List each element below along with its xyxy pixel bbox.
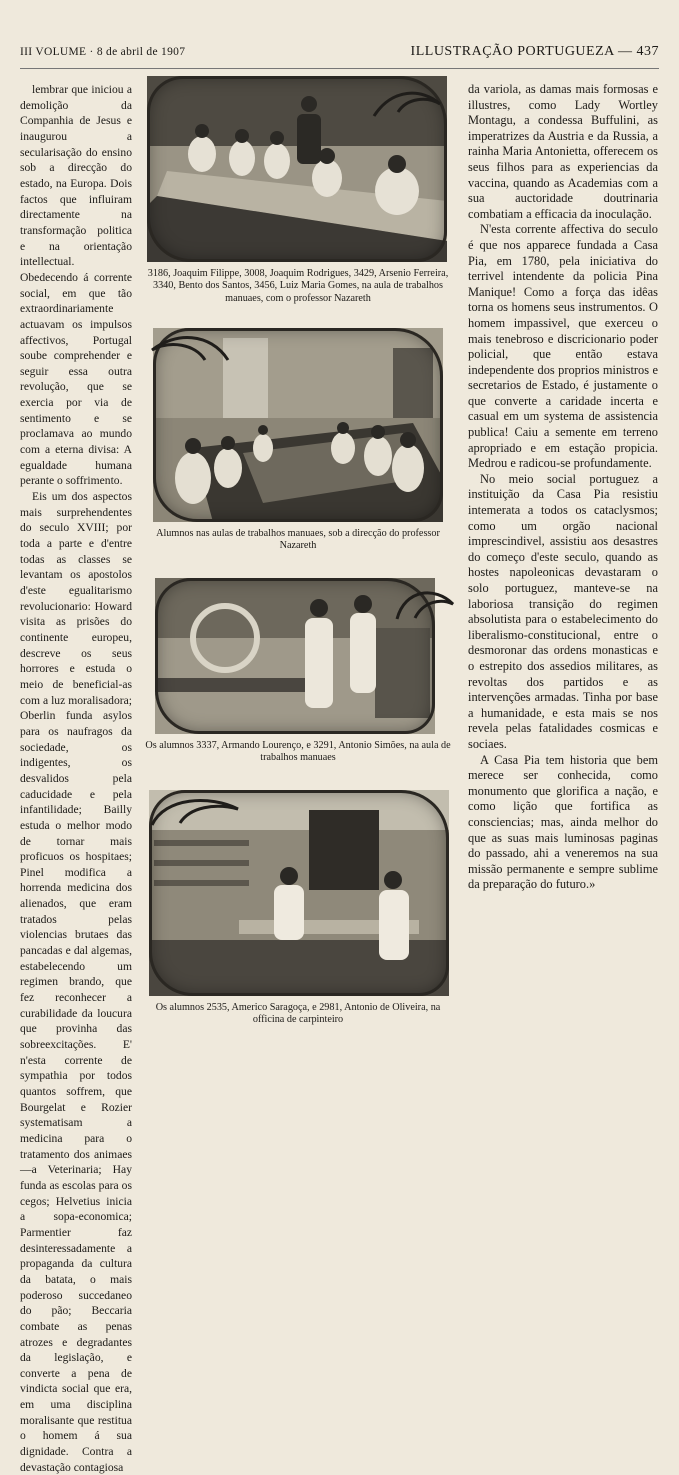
figure-two-students xyxy=(143,578,453,765)
paragraph: No meio social portuguez a instituição da Casa Pia resistiu intemerata a todos os cataclysmos; como um orgão nacional imprescindivel, assistiu aos desastres do começo d'este seculo, quando as hostes napoleonicas devastaram o solo portuguez, manteve-se na laboriosa transição do regimen absolutista para o estabelecimento do liberalismo-constitucional, entre o desmoronar das ordens monasticas e o estrepito dos assedios militares, as revoltas dos partidos e as intervenções armadas. Tinha por base a humanidade, e esta mais se nos revela pelas fatalidades cosmicas e sociaes. xyxy=(468,471,658,751)
page-header xyxy=(20,44,659,64)
figure-workshop-hall xyxy=(143,328,453,553)
paragraph: da variola, as damas mais formosas e illustres, como Lady Wortley Montagu, a condessa Buffulini, as imperatrizes da Austria e da Russia, a rainha Maria Antonietta, offerecem os seus filhos para as experiencias da vaccina, quando as Academias com a sua auctoridade doutrinaria combatiam a efficacia da inoculação. xyxy=(468,82,658,221)
header-rule xyxy=(20,68,659,69)
figure-caption: 3186, Joaquim Filippe, 3008, Joaquim Rodrigues, 3429, Arsenio Ferreira, 3340, Bento dos Santos, 3456, Luiz Maria Gomes, na aula de trabalhos manuaes, com o professor Nazareth xyxy=(147,268,449,304)
paragraph: Eis um dos aspectos mais surprehendentes do seculo XVIII; por toda a parte e d'entre todas as classes se levantam os apostolos d'este egualitarismo revolucionario: Howard visita as prisões do continente europeu, descreve os seus horrores e estuda o meio de beneficial-as com a luz moralisadora; Oberlin funda asylos para os naufragos da sociedade, os indigentes, os desvalidos pela caducidade e pela infantilidade; Bailly estuda o melhor modo de tornar mais proficuos os hospitaes; Pinel modifica a horrenda medicina dos alienados, que eram tratados pelas violencias brutaes das pancadas e dal algemas, estabelecendo um regimen brando, que fez reconhecer a curabilidade da loucura que provinha das sobreexcitações. E' n'esta corrente de sympathia por todos quantos soffrem, que Bourgelat e Rozier systematisam a medicina para o tratamento dos animaes—a Veterinaria; Hay funda as escolas para os cegos; Helvetius inicia a sopa-economica; Parmentier faz desinteressadamente a propaganda da cultura da batata, o mais poderoso succedaneo do pão; Beccaria combate as penas atrozes e degradantes da legislação, e converte a pena de vindicta social que era, em uma disciplina moralisante que restitua o homem á sua dignidade. Contra a devastação contagiosa xyxy=(20,490,132,1474)
header-title-page-number: ILLUSTRAÇÃO PORTUGUEZA — 437 xyxy=(410,44,659,59)
photo-workshop-hall xyxy=(153,328,443,522)
figure-classroom-table xyxy=(143,76,453,305)
photo-classroom-table xyxy=(147,76,447,262)
paragraph: lembrar que iniciou a demolição da Companhia de Jesus e inaugurou a secularisação do ensino sob a direcção do estado, na Europa. Dois factos que influiram directamente na transformação politica e na orientação intellectual. Obedecendo á corrente social, em que tão extraordinariamente actuavam os impulsos affectivos, Portugal soube comprehender e seguir essa outra revolução, que se exercia por via de sentimento e se proclamava ao mundo com a eterna divisa: A egualdade humana perante o soffrimento. xyxy=(20,83,132,488)
left-text-column xyxy=(20,82,132,1474)
figure-carpentry xyxy=(143,790,453,1027)
figure-caption: Alumnos nas aulas de trabalhos manuaes, sob a direcção do professor Nazareth xyxy=(156,528,440,552)
figure-caption: Os alumnos 3337, Armando Lourenço, e 3291, Antonio Simões, na aula de trabalhos manuaes xyxy=(145,740,451,764)
photo-carpentry xyxy=(149,790,449,996)
figure-caption: Os alumnos 2535, Americo Saragoça, e 2981, Antonio de Oliveira, na officina de carpinteiro xyxy=(155,1002,441,1026)
right-text-column xyxy=(468,82,658,1037)
paragraph: N'esta corrente affectiva do seculo é que nos apparece fundada a Casa Pia, em 1780, pela iniciativa do terrivel intendente da policia Pina Manique! Como a força das idêas torna os homens seus instrumentos. O homem impassivel, que exerceu o mais tenebroso e discricionario poder policial, que então estava independente dos proprios ministros e secretarios de Estado, é justamente o que converte a caridade incerta e casual em um systema de assistencia publica! Caiu a semente em terreno apropriado e em estação propicia. Medrou e radicou-se profundamente. xyxy=(468,222,658,471)
photo-two-students xyxy=(155,578,435,734)
paragraph: A Casa Pia tem historia que bem merece ser conhecida, como monumento que glorifica a nação, e como lição que fortifica as consciencias; mas, ainda melhor do que as suas mais luminosas paginas do passado, ahi a veneremos na sua missão permanente e sempre sublime da preparação do futuro.» xyxy=(468,752,658,892)
header-volume-date: III VOLUME · 8 de abril de 1907 xyxy=(20,46,186,58)
